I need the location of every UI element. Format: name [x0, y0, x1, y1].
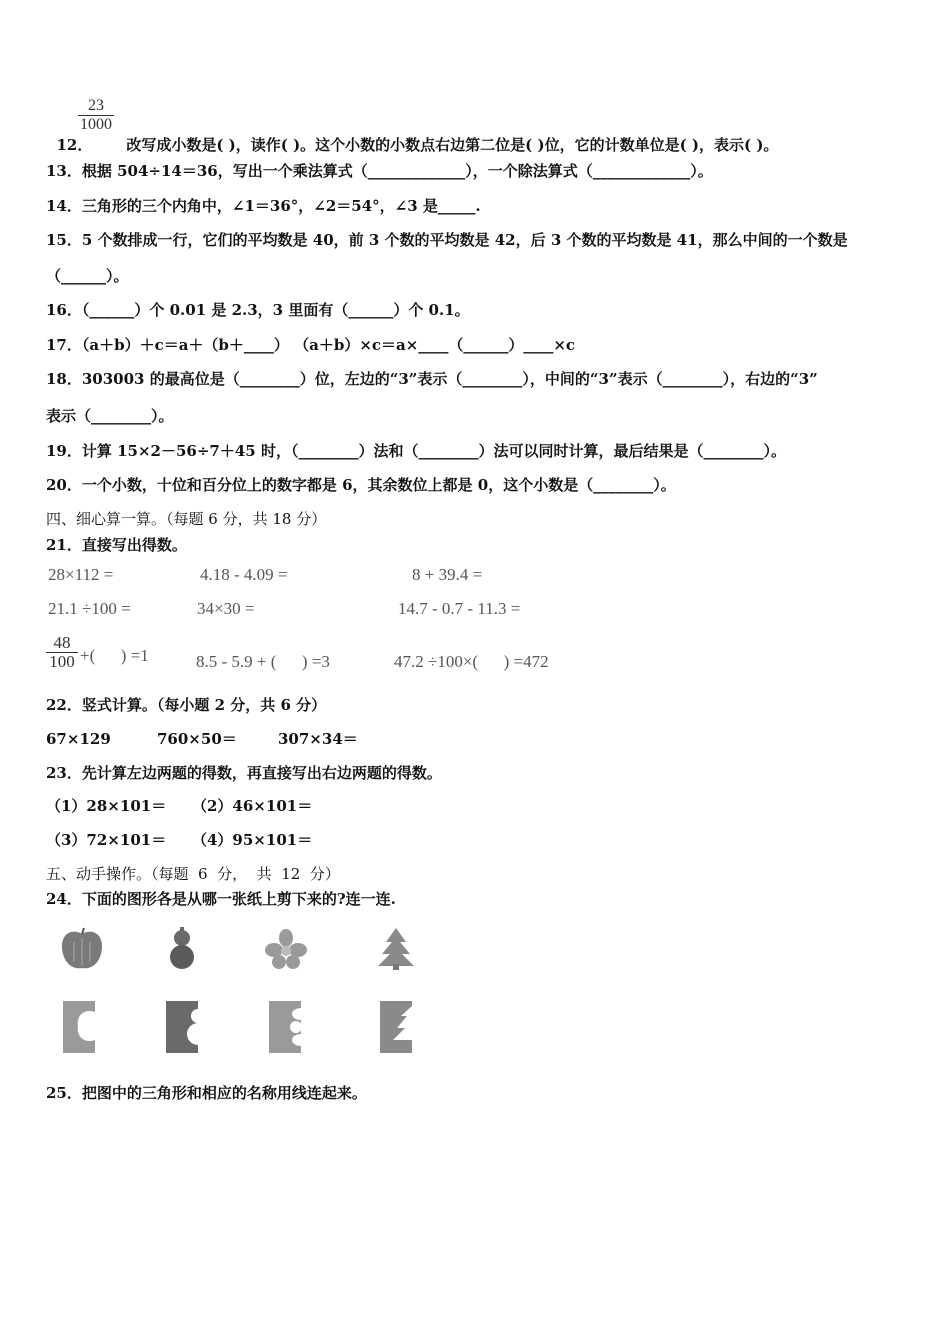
section-5-heading: 五、动手操作。（每题 6 分， 共 12 分） [46, 865, 340, 883]
q16-line: 16．（______）个 0.01 是 2.3，3 里面有（______）个 0.1。 [46, 301, 470, 319]
paper-with-flower-cutout [268, 1000, 302, 1054]
q22-item-1: 67×129 [46, 730, 111, 748]
paper-with-apple-cutout [62, 1000, 96, 1054]
q21-fraction-denominator: 100 [49, 652, 75, 671]
q15-line-1: 15．5 个数排成一行，它们的平均数是 40，前 3 个数的平均数是 42，后 3 个数的平均数是 41，那么中间的一个数是 [46, 231, 848, 249]
q20-line: 20．一个小数，十位和百分位上的数字都是 6，其余数位上都是 0，这个小数是（________）。 [46, 476, 676, 494]
q21-fraction [46, 634, 78, 671]
paper-with-gourd-cutout [165, 1000, 199, 1054]
q21-item-6: 14.7 - 0.7 - 11.3 = [398, 599, 521, 618]
q12-fraction [78, 97, 114, 134]
q12-fraction-denominator: 1000 [80, 116, 112, 133]
q23-item-1: （1）28×101＝ [46, 797, 167, 815]
q12-fraction-numerator: 23 [78, 97, 114, 116]
q15-line-2: （______）。 [46, 267, 129, 285]
q22-title: 22．竖式计算。（每小题 2 分，共 6 分） [46, 696, 327, 714]
q21-item-1: 28×112 = [48, 565, 114, 584]
q21-item-8: 8.5 - 5.9 + ( ) =3 [196, 652, 330, 671]
q18-line-2: 表示（________）。 [46, 407, 174, 425]
q13-line: 13．根据 504÷14＝36，写出一个乘法算式（_____________），一个除法算式（_____________）。 [46, 162, 713, 180]
flower-shape [264, 928, 308, 970]
q25-title: 25．把图中的三角形和相应的名称用线连起来。 [46, 1084, 367, 1102]
q21-item-2: 4.18 - 4.09 = [200, 565, 288, 584]
q23-item-4: （4）95×101＝ [192, 831, 313, 849]
paper-with-tree-cutout [379, 1000, 413, 1054]
q17-line: 17．（a＋b）＋c＝a＋（b＋____） （a＋b）×c＝a×____（______）____×c [46, 336, 576, 354]
q23-item-3: （3）72×101＝ [46, 831, 167, 849]
q23-item-2: （2）46×101＝ [192, 797, 313, 815]
q12-text: 改写成小数是( )，读作( )。这个小数的小数点右边第二位是( )位，它的计数单位是( )，表示( )。 [126, 136, 779, 154]
q23-title: 23．先计算左边两题的得数，再直接写出右边两题的得数。 [46, 764, 442, 782]
q22-item-2: 760×50＝ [157, 730, 237, 748]
q22-item-3: 307×34＝ [278, 730, 358, 748]
tree-shape [376, 926, 416, 972]
q21-item-3: 8 + 39.4 = [412, 565, 483, 584]
q12-number: 12． [56, 136, 93, 154]
q24-title: 24．下面的图形各是从哪一张纸上剪下来的?连一连. [46, 890, 396, 908]
q21-item-9: 47.2 ÷100×( ) =472 [394, 652, 549, 671]
q21-item-5: 34×30 = [197, 599, 255, 618]
q21-fraction-numerator: 48 [46, 634, 78, 653]
gourd-shape [162, 926, 202, 972]
q21-item-4: 21.1 ÷100 = [48, 599, 131, 618]
apple-shape [58, 926, 106, 972]
q21-title: 21．直接写出得数。 [46, 536, 187, 554]
section-4-heading: 四、细心算一算。（每题 6 分，共 18 分） [46, 510, 327, 528]
q14-line: 14．三角形的三个内角中，∠1＝36°，∠2＝54°，∠3 是_____. [46, 197, 481, 215]
q19-line: 19．计算 15×2－56÷7＋45 时，（________）法和（________）法可以同时计算，最后结果是（________）。 [46, 442, 786, 460]
q18-line-1: 18．303003 的最高位是（________）位，左边的“3”表示（________），中间的“3”表示（________），右边的“3” [46, 370, 818, 388]
q12-line [46, 115, 778, 155]
q21-item-7: +( ) =1 [80, 646, 149, 665]
